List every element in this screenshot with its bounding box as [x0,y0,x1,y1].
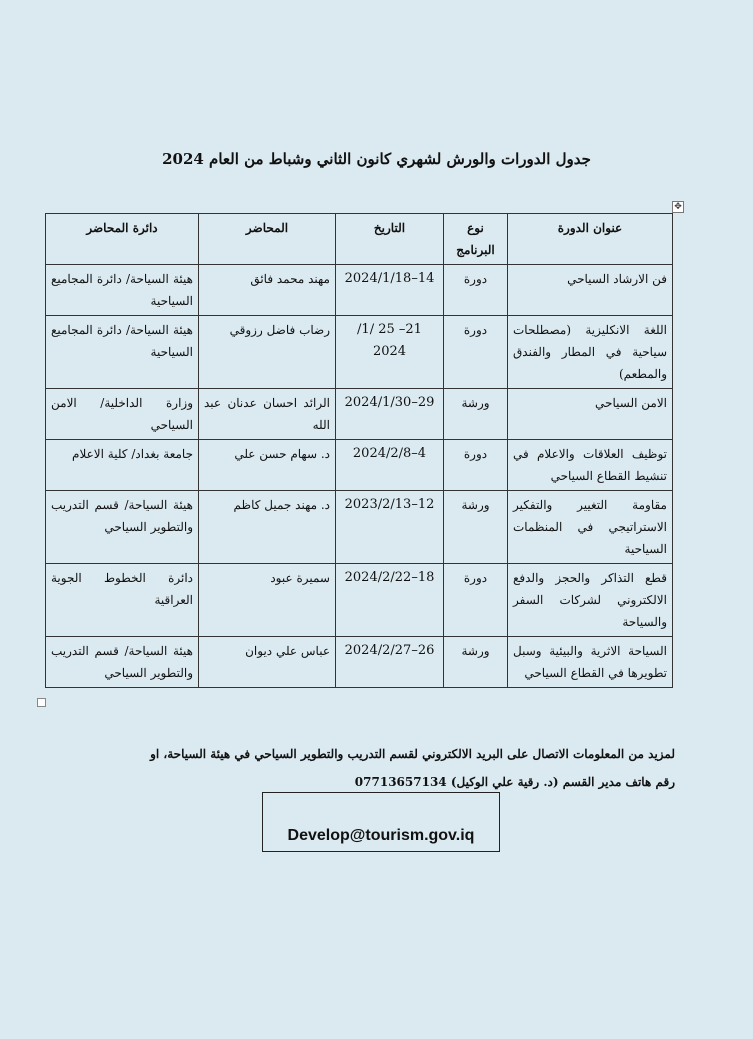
table-move-handle-icon[interactable]: ✥ [672,201,684,213]
courses-table [45,213,673,688]
course-title-cell: السياحة الاثرية والبيئية وسبل تطويرها في القطاع السياحي [508,637,673,688]
contact-line-1: لمزيد من المعلومات الاتصال على البريد الالكتروني لقسم التدريب والتطوير السياحي في هيئة السياحة، او [150,747,675,761]
date-cell: 18–2024/2/22 [336,564,444,637]
lecturer-cell: مهند محمد فائق [199,265,336,316]
department-cell: وزارة الداخلية/ الامن السياحي [46,389,199,440]
date-cell: 14–2024/1/18 [336,265,444,316]
lecturer-cell: د. سهام حسن علي [199,440,336,491]
department-cell: هيئة السياحة/ دائرة المجاميع السياحية [46,316,199,389]
table-row [46,564,673,637]
table-header-row [46,214,673,265]
header-date: التاريخ [336,214,444,265]
department-cell: هيئة السياحة/ قسم التدريب والتطوير السياحي [46,637,199,688]
program-type-cell: دورة [444,265,508,316]
date-cell: 4–2024/2/8 [336,440,444,491]
lecturer-cell: الرائد احسان عدنان عبد الله [199,389,336,440]
lecturer-cell: رضاب فاضل رزوقي [199,316,336,389]
program-type-cell: دورة [444,564,508,637]
department-cell: هيئة السياحة/ دائرة المجاميع السياحية [46,265,199,316]
table-row [46,265,673,316]
program-type-cell: دورة [444,316,508,389]
course-title-cell: فن الارشاد السياحي [508,265,673,316]
table-row [46,440,673,491]
email-box [262,792,500,852]
program-type-cell: ورشة [444,491,508,564]
table-row [46,491,673,564]
department-cell: هيئة السياحة/ قسم التدريب والتطوير السياحي [46,491,199,564]
course-title-cell: قطع التذاكر والحجز والدفع الالكتروني لشركات السفر والسياحة [508,564,673,637]
table-row [46,637,673,688]
table-row [46,389,673,440]
page-title: جدول الدورات والورش لشهري كانون الثاني وشباط من العام 2024 [162,150,591,168]
date-cell: 26–2024/2/27 [336,637,444,688]
program-type-cell: ورشة [444,637,508,688]
date-cell: 29–2024/1/30 [336,389,444,440]
header-program-type: نوع البرنامج [444,214,508,265]
department-cell: دائرة الخطوط الجوية العراقية [46,564,199,637]
lecturer-cell: عباس علي ديوان [199,637,336,688]
course-title-cell: الامن السياحي [508,389,673,440]
header-lecturer-department: دائرة المحاضر [46,214,199,265]
contact-info [80,740,675,796]
date-cell: 12–2023/2/13 [336,491,444,564]
date-cell: 21– 25 /1/ 2024 [336,316,444,389]
program-type-cell: دورة [444,440,508,491]
contact-line-2: رقم هاتف مدير القسم (د. رقية علي الوكيل) 07713657134 [354,775,675,789]
table-resize-handle[interactable] [37,698,46,707]
lecturer-cell: سميرة عبود [199,564,336,637]
course-title-cell: اللغة الانكليزية (مصطلحات سياحية في المطار والفندق والمطعم) [508,316,673,389]
header-lecturer: المحاضر [199,214,336,265]
lecturer-cell: د. مهند جميل كاظم [199,491,336,564]
course-title-cell: توظيف العلاقات والاعلام في تنشيط القطاع السياحي [508,440,673,491]
program-type-cell: ورشة [444,389,508,440]
email-address[interactable]: Develop@tourism.gov.iq [287,827,475,844]
header-course-title: عنوان الدورة [508,214,673,265]
table-row [46,316,673,389]
department-cell: جامعة بغداد/ كلية الاعلام [46,440,199,491]
course-title-cell: مقاومة التغيير والتفكير الاستراتيجي في المنظمات السياحية [508,491,673,564]
